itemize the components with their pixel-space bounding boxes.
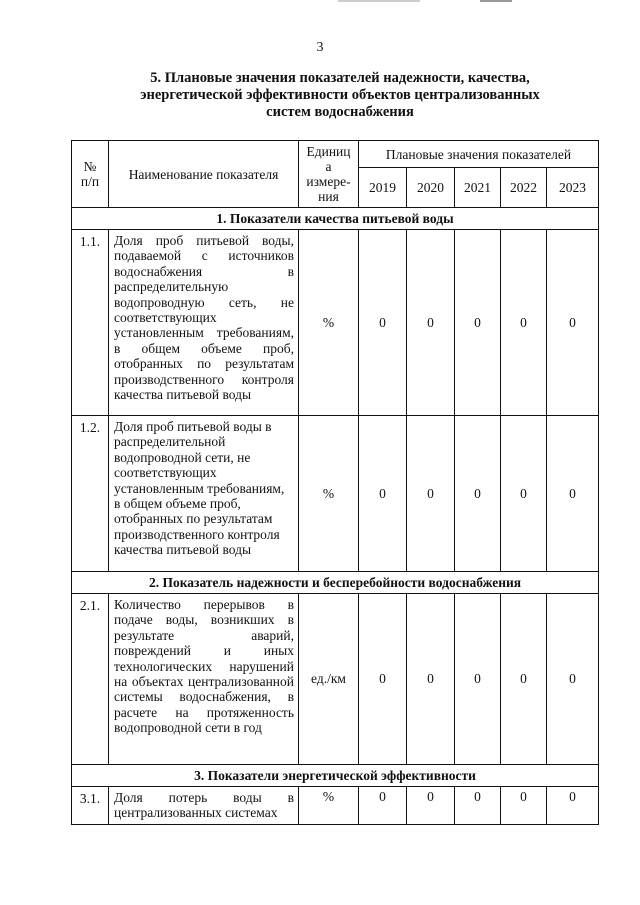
row-num: 1.1. [72, 230, 109, 416]
section-title-line: систем водоснабжения [266, 104, 414, 120]
row-value: 0 [407, 787, 455, 825]
header-plan: Плановые значения показателей [359, 141, 599, 168]
row-num: 3.1. [72, 787, 109, 825]
header-year: 2021 [455, 168, 501, 208]
page-number: 3 [316, 40, 324, 55]
group-title: 2. Показатель надежности и бесперебойности водоснабжения [72, 572, 599, 594]
row-value: 0 [455, 594, 501, 765]
header-unit-line: Единиц [306, 144, 351, 159]
row-name: Доля проб питьевой воды, подаваемой с источников водоснабжения в распределительную водопроводную сеть, не соответствующих установленным требованиям, в общем объеме проб, отобранных по результатам производственного контроля качества питьевой воды [109, 230, 299, 416]
row-unit: % [299, 787, 359, 825]
section-title-line: 5. Плановые значения показателей надежности, качества, [150, 70, 530, 86]
row-unit: % [299, 230, 359, 416]
group-row [72, 208, 599, 230]
table-row [72, 594, 599, 765]
row-value: 0 [407, 416, 455, 572]
table-row [72, 416, 599, 572]
group-title: 1. Показатели качества питьевой воды [72, 208, 599, 230]
row-name: Количество перерывов в подаче воды, возникших в результате аварий, повреждений и иных технологических нарушений на объектах централизованной системы водоснабжения, в расчете на протяженность водопроводной сети в год [109, 594, 299, 765]
row-value: 0 [407, 230, 455, 416]
header-num-line: № [83, 159, 97, 174]
row-num: 1.2. [72, 416, 109, 572]
row-value: 0 [501, 594, 547, 765]
row-value: 0 [547, 416, 599, 572]
header-row [72, 141, 599, 168]
row-unit: % [299, 416, 359, 572]
row-value: 0 [547, 230, 599, 416]
row-value: 0 [455, 230, 501, 416]
header-year: 2022 [501, 168, 547, 208]
row-value: 0 [359, 594, 407, 765]
row-value: 0 [455, 416, 501, 572]
group-title: 3. Показатели энергетической эффективности [72, 765, 599, 787]
row-num: 2.1. [72, 594, 109, 765]
header-unit-line: измере- [306, 174, 351, 189]
header-unit-line: а [325, 159, 332, 174]
table-row [72, 230, 599, 416]
header-year: 2020 [407, 168, 455, 208]
header-num [72, 141, 109, 208]
header-unit [299, 141, 359, 208]
row-name: Доля потерь воды в централизованных системах [109, 787, 299, 825]
section-title [110, 70, 570, 121]
section-title-line: энергетической эффективности объектов централизованных [140, 87, 540, 103]
row-name: Доля проб питьевой воды в распределительной водопроводной сети, не соответствующих установленным требованиям, в общем объеме проб, отобранных по результатам производственного контроля качества питьевой воды [109, 416, 299, 572]
header-unit-line: ния [318, 189, 339, 204]
indicators-table [71, 140, 599, 825]
row-value: 0 [407, 594, 455, 765]
row-value: 0 [547, 594, 599, 765]
header-year: 2019 [359, 168, 407, 208]
header-name: Наименование показателя [109, 141, 299, 208]
row-value: 0 [455, 787, 501, 825]
scan-edge-marks [0, 0, 640, 4]
table-row [72, 787, 599, 825]
row-value: 0 [501, 230, 547, 416]
row-value: 0 [501, 787, 547, 825]
row-value: 0 [359, 416, 407, 572]
header-num-line: п/п [80, 174, 100, 189]
header-year: 2023 [547, 168, 599, 208]
row-value: 0 [359, 787, 407, 825]
group-row [72, 572, 599, 594]
group-row [72, 765, 599, 787]
row-value: 0 [501, 416, 547, 572]
row-unit: ед./км [299, 594, 359, 765]
row-value: 0 [359, 230, 407, 416]
row-value: 0 [547, 787, 599, 825]
